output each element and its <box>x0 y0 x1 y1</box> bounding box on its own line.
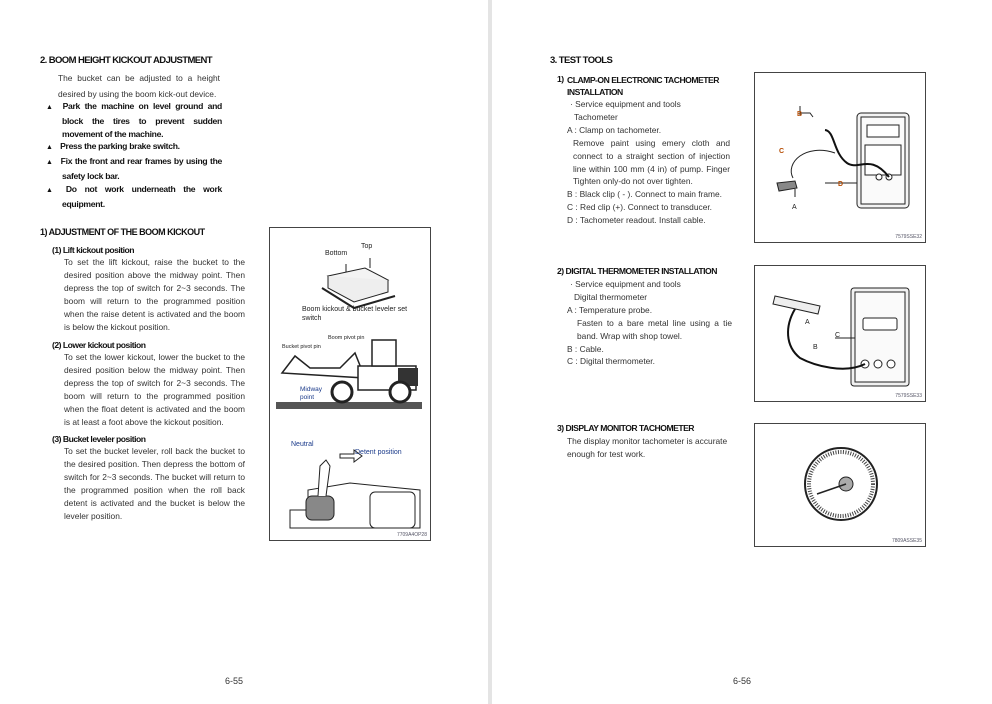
item-text: To set the lower kickout, lower the bucket to the desired position below the midway point. Then depress the top of switch for 2~3 seconds. The boom will return to the programmed position when the float detent is activated and the boom is at least a foot above the kickout position. <box>64 352 245 427</box>
s2-title: 2) DIGITAL THERMOMETER INSTALLATION <box>557 266 717 276</box>
boom-kickout-illustration <box>270 228 430 540</box>
boom-pivot-label: Boom pivot pin <box>328 335 365 341</box>
left-page <box>0 0 488 704</box>
neutral-label: Neutral <box>291 441 314 448</box>
section-title: 2. BOOM HEIGHT KICKOUT ADJUSTMENT <box>40 55 212 66</box>
page-number: 6-55 <box>225 676 244 686</box>
warning-icon: ▲ <box>46 159 53 167</box>
bucket-pivot-label: Bucket pivot pin <box>282 344 321 350</box>
detent-label: Detent position <box>355 449 402 456</box>
label-c: C <box>835 332 841 339</box>
warning-list <box>46 100 222 210</box>
figure-code: 7579SSE33 <box>895 393 922 399</box>
warning-item: ▲ Do not work underneath the work equipment. <box>46 183 222 209</box>
intro-text: The bucket can be adjusted to a height desired by using the boom kick-out device. <box>58 73 220 99</box>
right-page <box>492 0 992 704</box>
s2-body: · Service equipment and tools Digital thermometer A : Temperature probe. Fasten to a bare metal line using a tie band. Wrap with shop towel. B : Cable. C : Digital thermometer. <box>567 279 732 367</box>
item-text: To set the bucket leveler, roll back the bucket to the desired position. Then depress the bottom of switch for 2~3 seconds. The bucket will return to the programmed position when the roll back detent is activated and the bucket is below the leveler position. <box>64 446 245 521</box>
top-label: Top <box>361 243 373 250</box>
subsection-title: 1) ADJUSTMENT OF THE BOOM KICKOUT <box>40 227 205 237</box>
label-d: D <box>838 181 844 188</box>
section-title: 3. TEST TOOLS <box>550 55 613 66</box>
warning-icon: ▲ <box>46 186 53 194</box>
figure-code: 7809ASSE35 <box>891 538 922 544</box>
label-a: A <box>792 204 797 211</box>
speedometer-gauge-illustration <box>755 424 925 546</box>
warning-item: ▲ Press the parking brake switch. <box>46 140 222 155</box>
s3-text: The display monitor tachometer is accurate enough for test work. <box>567 436 728 459</box>
label-b: B <box>813 344 818 351</box>
thermometer-figure <box>754 265 926 402</box>
boom-kickout-figure <box>269 227 431 541</box>
tachometer-figure <box>754 72 926 243</box>
label-c: C <box>779 148 785 155</box>
warning-icon: ▲ <box>46 144 53 152</box>
s1-title: CLAMP-ON ELECTRONIC TACHOMETER INSTALLATION <box>567 75 719 97</box>
warning-item: ▲ Park the machine on level ground and block the tires to prevent sudden movement of the machine. <box>46 101 222 139</box>
bottom-label: Bottom <box>325 250 348 257</box>
s3-title: 3) DISPLAY MONITOR TACHOMETER <box>557 423 695 433</box>
s1-body: · Service equipment and tools Tachometer A : Clamp on tachometer. Remove paint using emery cloth and connect to a straight section of injection line within 100 mm (4 in) of pump. Finger Tighten only-do not over tighten. B : Black clip ( - ). Connect to main frame. C : Red clip (+). Connect to transducer. D : Tachometer readout. Install cable. <box>567 99 730 226</box>
label-a: A <box>805 319 810 326</box>
figure-code: 7709A4OP28 <box>396 532 427 538</box>
item-title: (3) Bucket leveler position <box>52 434 146 444</box>
item-text: To set the lift kickout, raise the bucket to the desired position above the midway point. Then depress the top of switch for 2~3 seconds. The boom will return to the programmed position when the raise detent is activated and the boom is below the kickout position. <box>64 257 245 332</box>
item-title: (2) Lower kickout position <box>52 340 146 350</box>
label-b: B <box>797 111 803 118</box>
monitor-tachometer-figure <box>754 423 926 547</box>
warning-item: ▲ Fix the front and rear frames by using the safety lock bar. <box>46 156 223 181</box>
switch-caption: Boom kickout & bucket leveler set switch <box>302 306 408 322</box>
warning-icon: ▲ <box>46 104 53 111</box>
s1-num: 1) <box>557 74 564 84</box>
page-number: 6-56 <box>733 676 752 686</box>
midway-label: Midway point <box>300 386 323 401</box>
figure-code: 7579SSE32 <box>895 234 922 240</box>
item-title: (1) Lift kickout position <box>52 245 135 255</box>
tachometer-illustration <box>755 73 925 242</box>
